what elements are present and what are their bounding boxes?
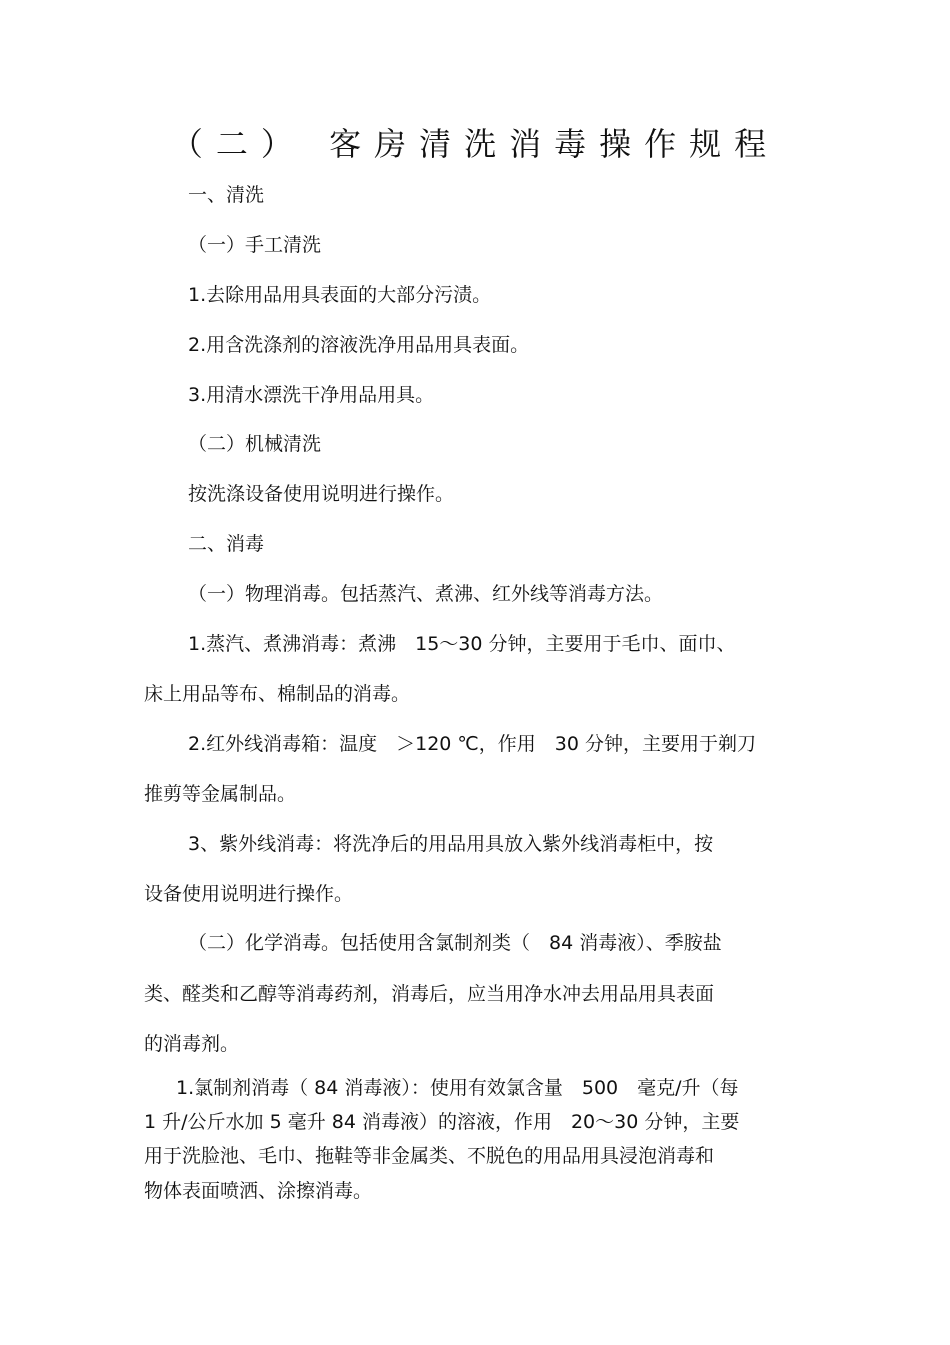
paragraph-line: 2.红外线消毒箱：温度 ＞120 ℃，作用 30 分钟，主要用于剃刀: [188, 733, 756, 755]
subsection-heading-manual-cleaning: （一）手工清洗: [188, 234, 322, 256]
paragraph-line: 推剪等金属制品。: [144, 783, 297, 805]
paragraph-line: 1 升/公斤水加 5 毫升 84 消毒液）的溶液，作用 20～30 分钟，主要: [144, 1111, 740, 1133]
subsection-heading-chemical-disinfection: （二）化学消毒。包括使用含氯制剂类（ 84 消毒液）、季胺盐: [188, 932, 722, 954]
section-heading-cleaning: 一、清洗: [188, 184, 265, 206]
paragraph-line: 2.用含洗涤剂的溶液洗净用品用具表面。: [188, 334, 530, 356]
page-title: （二） 客房清洗消毒操作规程: [170, 125, 780, 163]
section-heading-disinfection: 二、消毒: [188, 533, 265, 555]
paragraph-line: 按洗涤设备使用说明进行操作。: [188, 483, 455, 505]
paragraph-line: 3.用清水漂洗干净用品用具。: [188, 384, 435, 406]
paragraph-line: 用于洗脸池、毛巾、拖鞋等非金属类、不脱色的用品用具浸泡消毒和: [144, 1145, 715, 1167]
paragraph-line: 1.蒸汽、煮沸消毒：煮沸 15～30 分钟，主要用于毛巾、面巾、: [188, 633, 736, 655]
paragraph-line: 1.氯制剂消毒（ 84 消毒液）：使用有效氯含量 500 毫克/升（每: [176, 1077, 739, 1099]
paragraph-line: 的消毒剂。: [144, 1033, 240, 1055]
paragraph-line: 1.去除用品用具表面的大部分污渍。: [188, 284, 492, 306]
paragraph-line: 物体表面喷洒、涂擦消毒。: [144, 1180, 373, 1202]
paragraph-line: 类、醛类和乙醇等消毒药剂，消毒后，应当用净水冲去用品用具表面: [144, 983, 715, 1005]
subsection-heading-machine-cleaning: （二）机械清洗: [188, 433, 322, 455]
subsection-heading-physical-disinfection: （一）物理消毒。包括蒸汽、煮沸、红外线等消毒方法。: [188, 583, 664, 605]
paragraph-line: 设备使用说明进行操作。: [144, 883, 354, 905]
paragraph-line: 3、紫外线消毒：将洗净后的用品用具放入紫外线消毒柜中，按: [188, 833, 714, 855]
paragraph-line: 床上用品等布、棉制品的消毒。: [144, 683, 411, 705]
